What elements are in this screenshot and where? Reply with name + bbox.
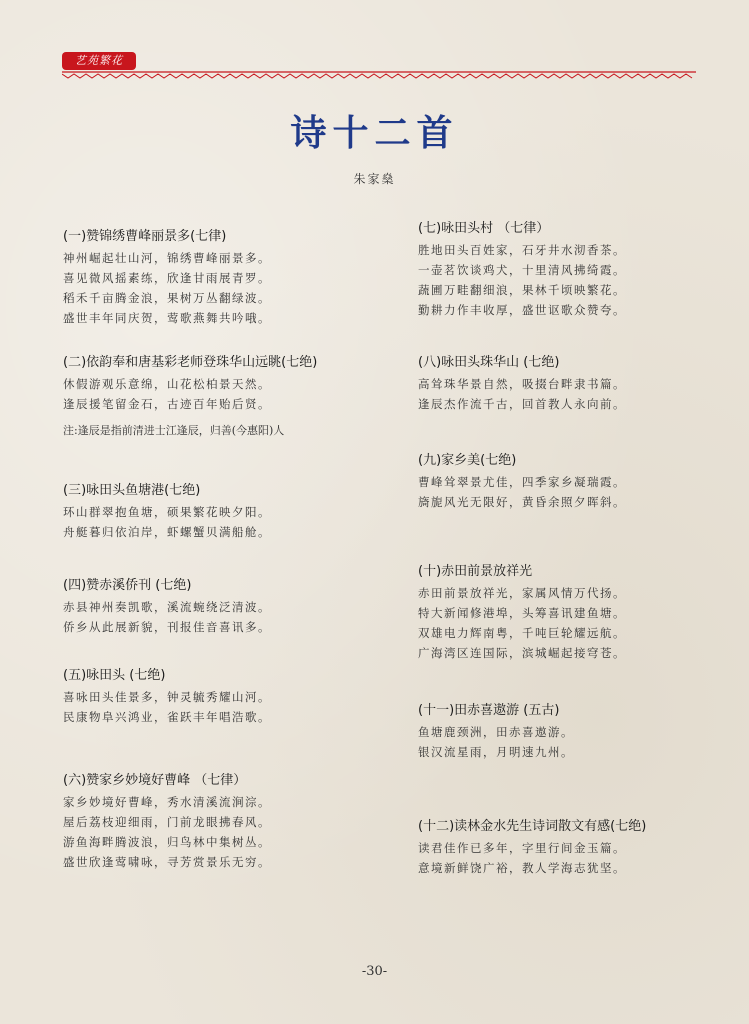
poem-line: 特大新闻修港埠，头筹喜讯建鱼塘。	[418, 606, 626, 620]
poem-10	[418, 563, 626, 663]
poem-line: 逢辰杰作流千古，回首教人永向前。	[418, 397, 626, 411]
poem-line: 双雄电力辉南粤，千吨巨轮耀远航。	[418, 626, 626, 640]
poem-title: (五)咏田头 (七绝)	[63, 668, 166, 683]
poem-2	[63, 354, 317, 440]
poem-5	[63, 667, 271, 727]
poem-line: 屋后荔枝迎细雨，门前龙眼拂春风。	[63, 815, 271, 829]
poem-line: 盛世欣逢莺啸咏，寻芳赏景乐无穷。	[63, 855, 271, 869]
poem-12	[418, 818, 646, 878]
poem-line: 家乡妙境好曹峰，秀水清溪流涧淙。	[63, 795, 271, 809]
poem-6	[63, 772, 271, 872]
author-name: 朱家燊	[353, 172, 396, 186]
poem-line: 鱼塘鹿颈洲，田赤喜遨游。	[418, 725, 574, 739]
poem-line: 神州崛起壮山河，锦绣曹峰丽景多。	[63, 251, 271, 265]
poem-line: 意境新鲜饶广裕，教人学海志犹坚。	[418, 861, 626, 875]
poem-line: 读君佳作已多年，字里行间金玉篇。	[418, 841, 626, 855]
poem-line: 游鱼海畔腾波浪，归鸟林中集树丛。	[63, 835, 271, 849]
poem-title: (九)家乡美(七绝)	[418, 453, 517, 468]
poem-11	[418, 702, 574, 762]
poem-line: 曹峰耸翠景尤佳，四季家乡凝瑞霞。	[418, 475, 626, 489]
poem-line: 广海湾区连国际，滨城崛起接穹苍。	[418, 646, 626, 660]
poem-line: 侨乡从此展新貌，刊报佳音喜讯多。	[63, 620, 271, 634]
poem-line: 喜咏田头佳景多，钟灵毓秀耀山河。	[63, 690, 271, 704]
poem-3	[63, 482, 271, 542]
poem-line: 赤县神州奏凯歌，溪流蜿绕泛清波。	[63, 600, 271, 614]
poem-line: 银汉流星雨，月明速九州。	[418, 745, 574, 759]
poem-8	[418, 354, 626, 414]
poem-9	[418, 452, 626, 512]
page-title: 诗十二首	[290, 113, 459, 154]
poem-title: (四)赞赤溪侨刊 (七绝)	[63, 578, 192, 593]
poem-line: 勤耕力作丰收厚，盛世讴歌众赞夸。	[418, 303, 626, 317]
decorative-wave-line	[62, 71, 696, 79]
poem-note: 注:逢辰是指前清进士江逢辰，归善(今惠阳)人	[63, 424, 285, 437]
poem-line: 稻禾千亩腾金浪，果树万丛翻绿波。	[63, 291, 271, 305]
poem-line: 民康物阜兴鸿业，雀跃丰年唱浩歌。	[63, 710, 271, 724]
poem-line: 逢辰援笔留金石，古迹百年贻后贤。	[63, 397, 271, 411]
poem-title: (十一)田赤喜遨游 (五古)	[418, 703, 560, 718]
poem-line: 赤田前景放祥光，家属风情万代扬。	[418, 586, 626, 600]
poem-line: 盛世丰年同庆贺，莺歌燕舞共吟哦。	[63, 311, 271, 325]
poem-title: (十二)读林金水先生诗词散文有感(七绝)	[418, 819, 647, 834]
poem-title: (一)赞锦绣曹峰丽景多(七律)	[63, 229, 227, 244]
poem-line: 胜地田头百姓家，石牙井水沏香茶。	[418, 243, 626, 257]
poem-7	[418, 220, 626, 320]
poem-line: 喜见微风摇素练，欣逢甘雨展青罗。	[63, 271, 271, 285]
poem-title: (三)咏田头鱼塘港(七绝)	[63, 483, 201, 498]
poem-line: 高耸珠华景自然，吸掇台畔隶书篇。	[418, 377, 626, 391]
section-tag: 艺苑繁花	[62, 52, 136, 70]
poem-line: 舟艇暮归依泊岸，虾螺蟹贝满船舱。	[63, 525, 271, 539]
poem-title: (六)赞家乡妙境好曹峰 （七律）	[63, 773, 247, 788]
poem-line: 蔬圃万畦翻细浪，果林千顷映繁花。	[418, 283, 626, 297]
poem-line: 一壶茗饮谈鸡犬，十里清风拂绮霞。	[418, 263, 626, 277]
poem-line: 旖旎风光无限好，黄昏余照夕晖斜。	[418, 495, 626, 509]
poem-4	[63, 577, 271, 637]
poem-1	[63, 228, 271, 328]
poem-title: (十)赤田前景放祥光	[418, 564, 533, 579]
poem-title: (八)咏田头珠华山 (七绝)	[418, 355, 560, 370]
page-number: -30-	[361, 964, 388, 979]
poem-title: (七)咏田头村 （七律）	[418, 221, 550, 236]
poem-title: (二)依韵奉和唐基彩老师登珠华山远眺(七绝)	[63, 355, 318, 370]
poem-line: 环山群翠抱鱼塘，硕果繁花映夕阳。	[63, 505, 271, 519]
poem-line: 休假游观乐意绵，山花松柏景天然。	[63, 377, 271, 391]
